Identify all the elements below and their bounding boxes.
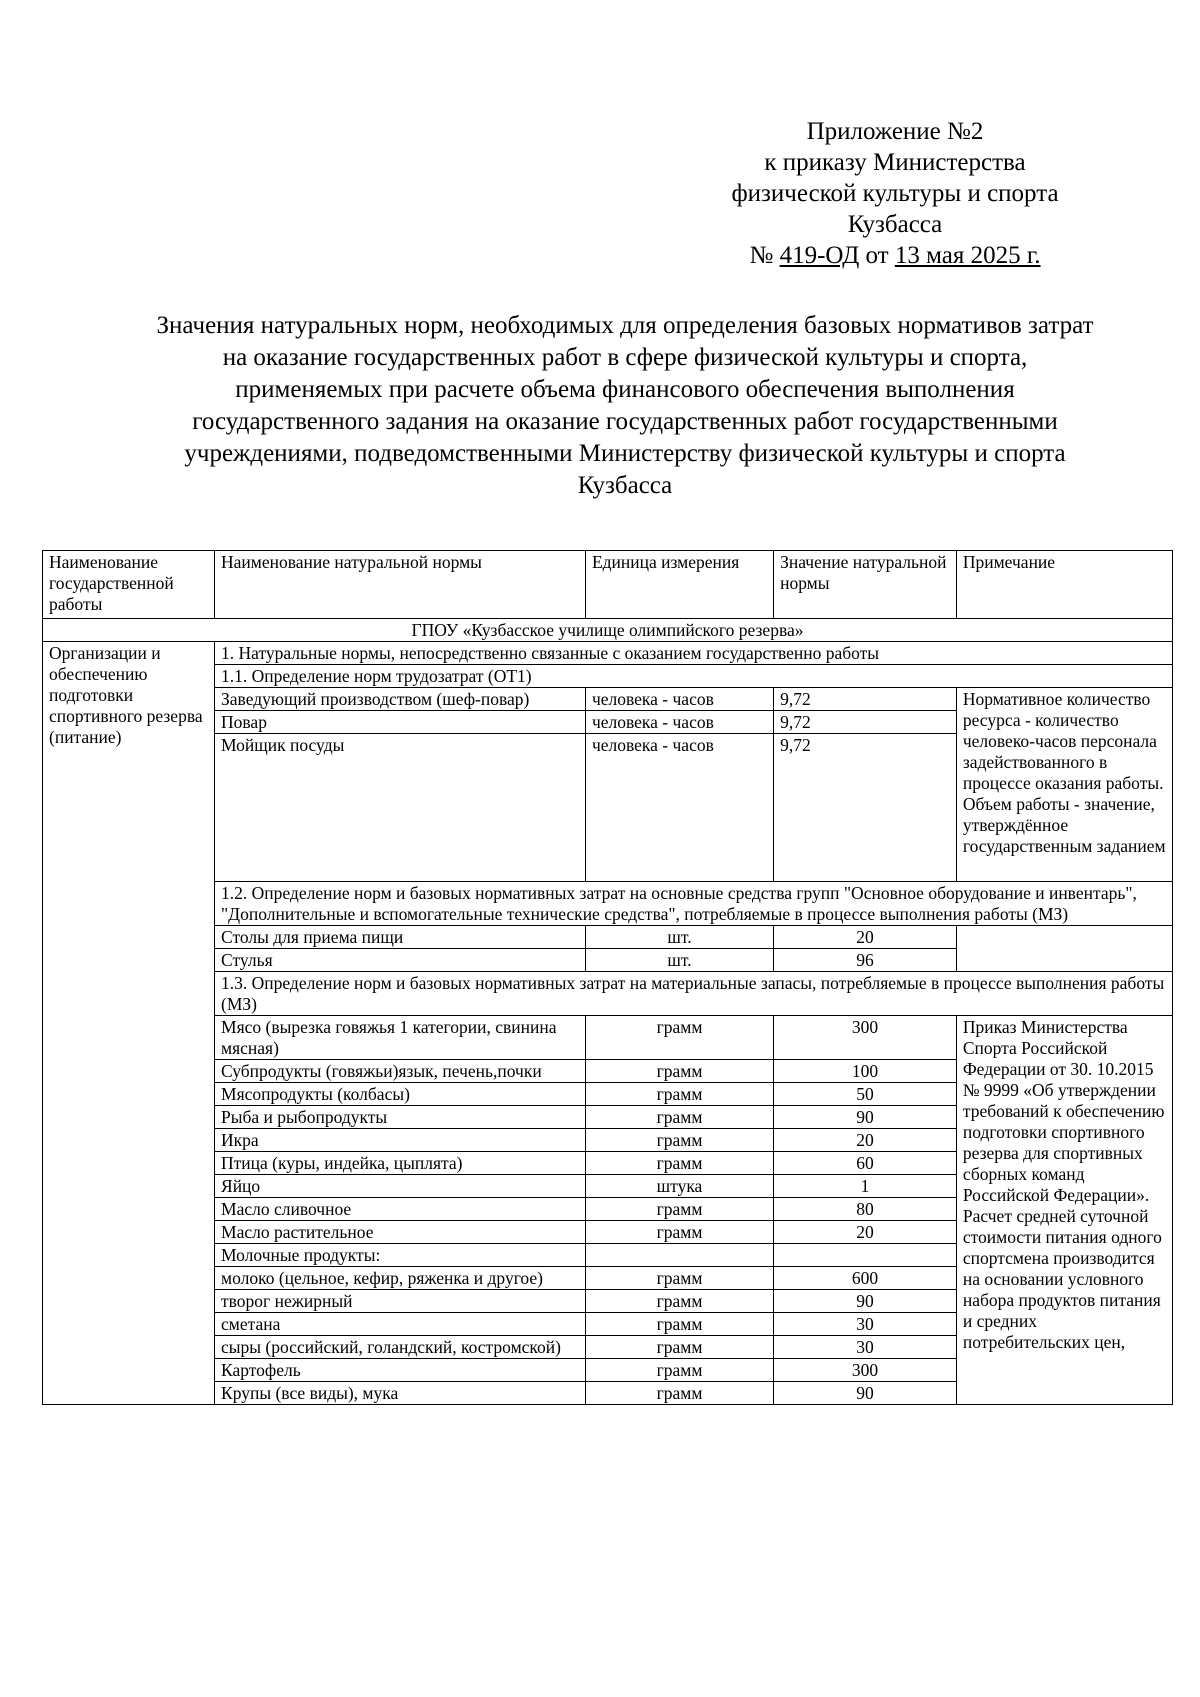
norm-value: 50: [774, 1083, 957, 1106]
norm-name: Молочные продукты:: [215, 1244, 586, 1267]
norm-name: сметана: [215, 1313, 586, 1336]
appendix-line2: к приказу Министерства: [764, 149, 1026, 176]
order-reference: [700, 240, 1090, 271]
norm-unit: грамм: [585, 1336, 773, 1359]
norm-name: молоко (цельное, кефир, ряженка и другое): [215, 1267, 586, 1290]
section-1-2-heading: 1.2. Определение норм и базовых нормативных затрат на основные средства групп "Основное оборудование и инвентарь", "Дополнительные и вспомогательные технические средства", потребляемые в процессе выполнения работы (МЗ): [215, 882, 1173, 926]
header-cell: Единица измерения: [585, 551, 773, 619]
norm-name: Крупы (все виды), мука: [215, 1382, 586, 1405]
norm-name: Субпродукты (говяжьи)язык, печень,почки: [215, 1060, 586, 1083]
order-date-prefix: от: [859, 242, 895, 269]
norm-name: Заведующий производством (шеф-повар): [215, 688, 586, 711]
norm-unit: грамм: [585, 1060, 773, 1083]
section-row: [43, 642, 1173, 665]
order-number-prefix: №: [749, 242, 780, 269]
norm-value: 60: [774, 1152, 957, 1175]
norm-value: 80: [774, 1198, 957, 1221]
norm-unit: грамм: [585, 1016, 773, 1060]
norm-name: сыры (российский, голандский, костромской): [215, 1336, 586, 1359]
norm-unit: [585, 1244, 773, 1267]
norm-value: 600: [774, 1267, 957, 1290]
norm-value: 90: [774, 1290, 957, 1313]
norms-table: [42, 550, 1173, 1405]
work-name: Организации и обеспечению подготовки спортивного резерва (питание): [43, 642, 215, 1405]
norm-name: Повар: [215, 711, 586, 734]
norm-value: 1: [774, 1175, 957, 1198]
institution-name: ГПОУ «Кузбасское училище олимпийского резерва»: [43, 619, 1173, 642]
header-row: [43, 551, 1173, 619]
section-1-heading: 1. Натуральные нормы, непосредственно связанные с оказанием государственно работы: [215, 642, 1173, 665]
norm-value: 9,72: [774, 711, 957, 734]
header-cell: Примечание: [956, 551, 1172, 619]
norm-value: 20: [774, 1221, 957, 1244]
appendix-header: [700, 116, 1090, 271]
norm-unit: грамм: [585, 1083, 773, 1106]
norm-value: 90: [774, 1382, 957, 1405]
norm-name: Столы для приема пищи: [215, 926, 586, 949]
norm-name: Мясо (вырезка говяжья 1 категории, свинина мясная): [215, 1016, 586, 1060]
norm-value: [774, 1244, 957, 1267]
norm-name: Птица (куры, индейка, цыплята): [215, 1152, 586, 1175]
norm-unit: человека - часов: [585, 688, 773, 711]
norm-unit: грамм: [585, 1106, 773, 1129]
norm-value: 300: [774, 1016, 957, 1060]
norm-unit: грамм: [585, 1152, 773, 1175]
norm-unit: грамм: [585, 1382, 773, 1405]
norm-name: Мойщик посуды: [215, 734, 586, 882]
norm-unit: грамм: [585, 1313, 773, 1336]
header-cell: Наименование натуральной нормы: [215, 551, 586, 619]
norm-value: 90: [774, 1106, 957, 1129]
norm-name: Масло сливочное: [215, 1198, 586, 1221]
order-date: 13 мая 2025 г.: [894, 242, 1041, 269]
norm-name: Картофель: [215, 1359, 586, 1382]
norm-value: 100: [774, 1060, 957, 1083]
norm-name: Мясопродукты (колбасы): [215, 1083, 586, 1106]
norm-value: 30: [774, 1336, 957, 1359]
norm-value: 300: [774, 1359, 957, 1382]
document-title: Значения натуральных норм, необходимых для определения базовых нормативов затрат на оказание государственных работ в сфере физической культуры и спорта, применяемых при расчете объема финансового обеспечения выполнения государственного задания на оказание государственных работ государственными учреждениями, подведомственными Министерству физической культуры и спорта Кузбасса: [156, 312, 1094, 499]
appendix-line4: Кузбасса: [847, 211, 943, 238]
norm-unit: грамм: [585, 1221, 773, 1244]
norm-value: 20: [774, 1129, 957, 1152]
norm-value: 96: [774, 949, 957, 972]
norm-name: Икра: [215, 1129, 586, 1152]
norm-value: 20: [774, 926, 957, 949]
section-1-3-heading: 1.3. Определение норм и базовых нормативных затрат на материальные запасы, потребляемые в процессе выполнения работы (МЗ): [215, 972, 1173, 1016]
norm-unit: грамм: [585, 1129, 773, 1152]
labor-note: Нормативное количество ресурса - количество человеко-часов персонала задействованного в процессе оказания работы. Объем работы - значение, утверждённое государственным заданием: [956, 688, 1172, 882]
norm-value: 9,72: [774, 688, 957, 711]
norm-unit: человека - часов: [585, 711, 773, 734]
institution-row: [43, 619, 1173, 642]
header-cell: Наименование государственной работы: [43, 551, 215, 619]
norm-unit: грамм: [585, 1198, 773, 1221]
norm-value: 30: [774, 1313, 957, 1336]
norm-unit: шт.: [585, 926, 773, 949]
norm-unit: грамм: [585, 1359, 773, 1382]
equipment-note: [956, 926, 1172, 972]
order-number: 419-ОД: [779, 242, 860, 269]
norm-value: 9,72: [774, 734, 957, 882]
norm-unit: штука: [585, 1175, 773, 1198]
norm-name: Рыба и рыбопродукты: [215, 1106, 586, 1129]
header-cell: Значение натуральной нормы: [774, 551, 957, 619]
norm-name: Яйцо: [215, 1175, 586, 1198]
norm-unit: человека - часов: [585, 734, 773, 882]
norm-name: Масло растительное: [215, 1221, 586, 1244]
norm-name: Стулья: [215, 949, 586, 972]
appendix-line3: физической культуры и спорта: [731, 180, 1059, 207]
norm-unit: грамм: [585, 1290, 773, 1313]
norm-unit: шт.: [585, 949, 773, 972]
section-1-1-heading: 1.1. Определение норм трудозатрат (ОТ1): [215, 665, 1173, 688]
food-note: Приказ Министерства Спорта Российской Федерации от 30. 10.2015 № 9999 «Об утверждении требований к обеспечению подготовки спортивного резерва для спортивных сборных команд Российской Федерации». Расчет средней суточной стоимости питания одного спортсмена производится на основании условного набора продуктов питания и средних потребительских цен,: [956, 1016, 1172, 1405]
norm-name: творог нежирный: [215, 1290, 586, 1313]
norm-unit: грамм: [585, 1267, 773, 1290]
appendix-line1: Приложение №2: [806, 118, 984, 145]
